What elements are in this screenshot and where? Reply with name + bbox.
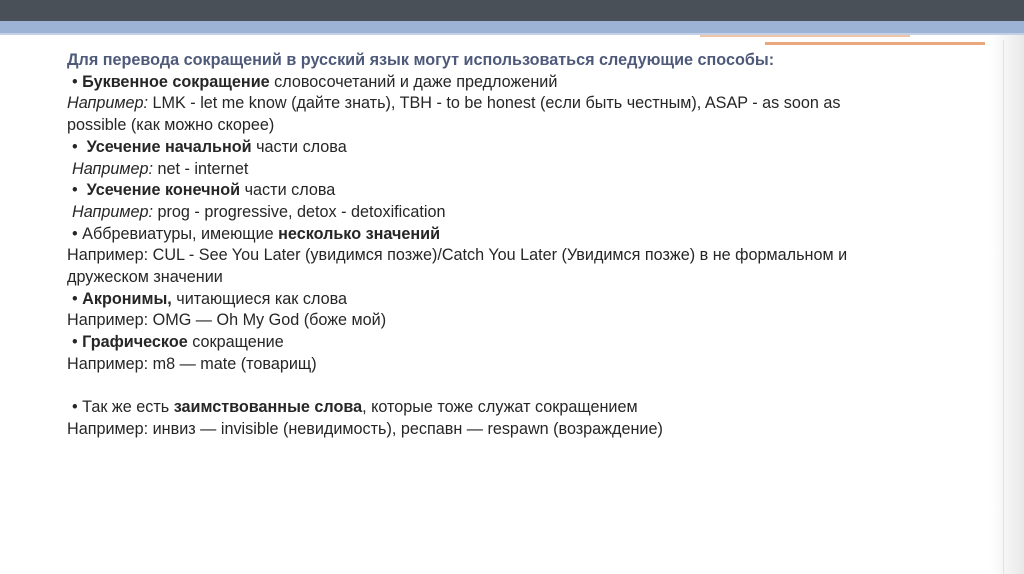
example-line: Например: инвиз — invisible (невидимость), респавн — respawn (возраждение) xyxy=(67,419,663,438)
list-item-final-truncation xyxy=(67,180,967,202)
bullet: • xyxy=(72,289,78,308)
item-bold-text: несколько значений xyxy=(278,224,441,243)
example-line-continued: possible (как можно скорее) xyxy=(67,116,275,135)
header-dark-bar xyxy=(0,0,1024,21)
slide-heading: Для перевода сокращений в русский язык могут использоваться следующие способы: xyxy=(67,51,775,69)
item-text: читающиеся как слова xyxy=(171,289,347,308)
list-item-borrowed-words xyxy=(67,397,967,419)
orange-accent-line xyxy=(765,42,985,45)
bullet: • xyxy=(72,72,78,91)
list-item-acronyms xyxy=(67,289,967,311)
item-bold-text: Усечение начальной xyxy=(86,137,252,156)
item-bold-text: Графическое xyxy=(82,333,188,352)
example-text: LMK - let me know (дайте знать), TBH - to be honest (если быть честным), ASAP - as soon as xyxy=(148,94,841,113)
list-item-abbreviations xyxy=(67,224,967,246)
item-text: , которые тоже служат сокращением xyxy=(362,398,638,417)
orange-accent-line-upper xyxy=(700,35,910,37)
example-label: Например: xyxy=(67,94,149,113)
item-text: части слова xyxy=(240,181,336,200)
list-item-letter-abbreviation xyxy=(67,72,967,94)
example-line xyxy=(67,202,967,224)
item-bold-text: Усечение конечной xyxy=(86,181,241,200)
item-text: Так же есть xyxy=(82,398,174,417)
bullet: • xyxy=(72,398,78,417)
right-edge-shadow xyxy=(990,35,1024,574)
bullet: • xyxy=(72,333,78,352)
list-item-graphic xyxy=(67,332,967,354)
item-bold-text: Акронимы, xyxy=(82,289,172,308)
item-text: части слова xyxy=(251,137,347,156)
item-text: сокращение xyxy=(187,333,284,352)
item-text: Аббревиатуры, имеющие xyxy=(82,224,279,243)
example-line: Например: m8 — mate (товарищ) xyxy=(67,354,317,373)
list-item-initial-truncation xyxy=(67,137,967,159)
example-label: Например: xyxy=(72,202,154,221)
example-text: net - internet xyxy=(153,159,249,178)
example-line xyxy=(67,159,967,181)
right-edge-line xyxy=(1003,40,1004,574)
bullet: • xyxy=(72,181,78,200)
item-text: словосочетаний и даже предложений xyxy=(269,72,558,91)
item-bold-text: заимствованные слова xyxy=(173,398,363,417)
item-bold-text: Буквенное сокращение xyxy=(82,72,270,91)
blank-line xyxy=(67,376,967,398)
example-line: Например: OMG — Oh My God (боже мой) xyxy=(67,311,387,330)
example-line xyxy=(67,93,967,115)
example-line-continued: дружеском значении xyxy=(67,268,223,287)
example-text: prog - progressive, detox - detoxification xyxy=(153,202,446,221)
example-label: Например: xyxy=(72,159,154,178)
bullet: • xyxy=(72,224,78,243)
bullet: • xyxy=(72,137,78,156)
example-line: Например: CUL - See You Later (увидимся позже)/Catch You Later (Увидимся позже) в не формальном и xyxy=(67,246,848,265)
slide-content xyxy=(67,50,967,441)
header-blue-bar xyxy=(0,21,1024,33)
